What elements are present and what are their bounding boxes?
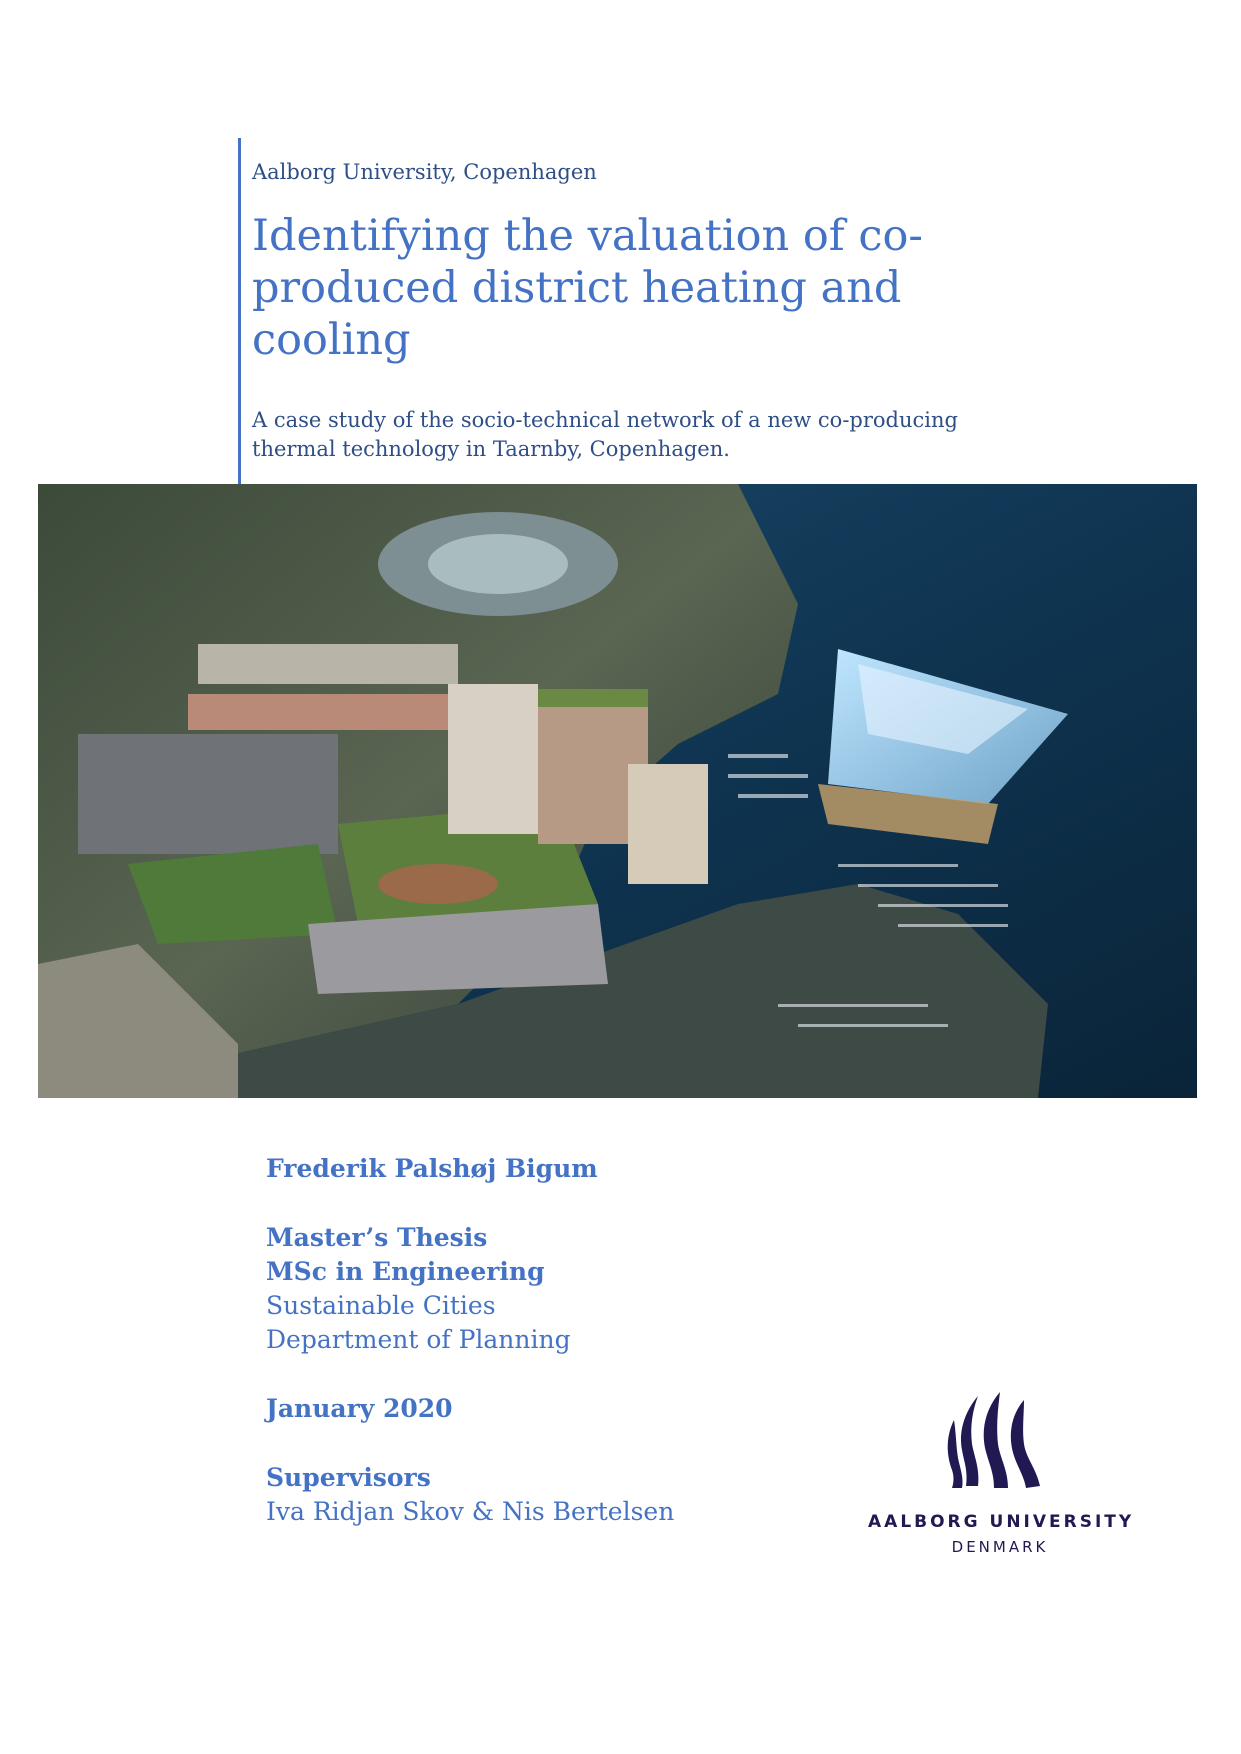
thesis-type: Master’s Thesis: [266, 1223, 488, 1252]
author-name: Frederik Palshøj Bigum: [266, 1154, 598, 1183]
university-wave-icon: [938, 1390, 1048, 1490]
logo-wordmark: AALBORG UNIVERSITY: [868, 1512, 1135, 1532]
supervisors-heading: Supervisors: [266, 1463, 431, 1492]
thesis-subtitle: A case study of the socio-technical network of a new co-producing thermal technology in Taarnby, Copenhagen.: [252, 408, 958, 461]
thesis-title: Identifying the valuation of co-produced district heating and cooling: [252, 211, 923, 365]
institution-label: Aalborg University, Copenhagen: [252, 160, 597, 184]
cover-image: [38, 484, 1197, 1098]
thesis-details: [266, 1152, 826, 1529]
title-accent-rule: [238, 138, 241, 486]
aalborg-university-logo: [868, 1390, 1135, 1560]
department: Department of Planning: [266, 1325, 571, 1354]
supervisors-names: Iva Ridjan Skov & Nis Bertelsen: [266, 1497, 675, 1526]
degree: MSc in Engineering: [266, 1257, 545, 1286]
programme: Sustainable Cities: [266, 1291, 496, 1320]
logo-country: DENMARK: [951, 1538, 1049, 1556]
submission-date: January 2020: [266, 1394, 453, 1423]
